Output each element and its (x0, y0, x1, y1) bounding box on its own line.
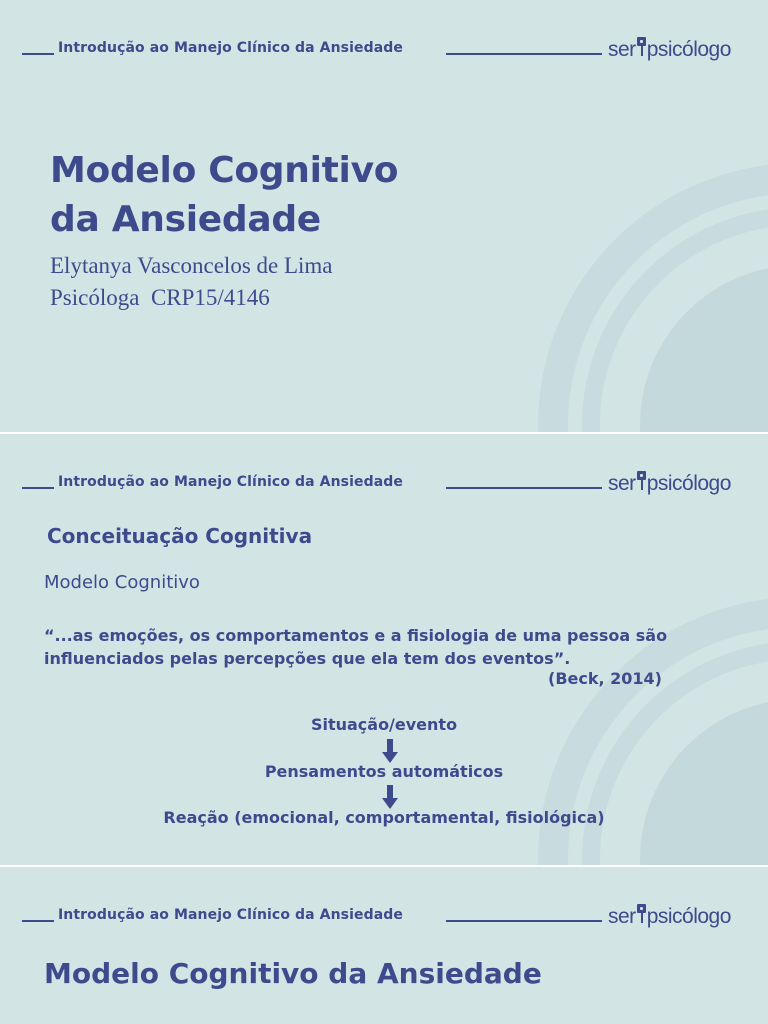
ser-psicologo-logo (608, 903, 731, 931)
arrow-down-icon (382, 739, 398, 763)
logo-text-psicologo: psicólogo (646, 472, 731, 495)
slide-title: Modelo Cognitivo da Ansiedade (44, 957, 542, 990)
slide-1 (0, 0, 768, 432)
header-rule-left (22, 53, 54, 55)
slide-header (0, 867, 768, 927)
quote-line-2: influenciados pelas percepções que ela tem dos eventos”. (44, 649, 571, 668)
flow-node-thoughts: Pensamentos automáticos (264, 762, 504, 781)
logo-text-psicologo: psicólogo (646, 905, 731, 928)
logo-pin-icon (637, 903, 646, 925)
slide-2 (0, 434, 768, 865)
logo-text-psicologo: psicólogo (646, 38, 731, 61)
author-block (50, 250, 333, 314)
quote-line-1: “...as emoções, os comportamentos e a fisiologia de uma pessoa são (44, 626, 668, 645)
quote-citation: (Beck, 2014) (548, 669, 662, 688)
header-rule-left (22, 920, 54, 922)
header-rule-left (22, 487, 54, 489)
header-title: Introdução ao Manejo Clínico da Ansiedade (58, 907, 403, 923)
logo-pin-icon (637, 470, 646, 492)
flow-node-reaction: Reação (emocional, comportamental, fisiológica) (163, 808, 605, 827)
title-line-2: da Ansiedade (50, 199, 321, 240)
section-subheading: Modelo Cognitivo (44, 572, 200, 593)
logo-pin-icon (637, 36, 646, 58)
author-name: Elytanya Vasconcelos de Lima (50, 253, 333, 278)
logo-text-ser: ser (608, 905, 636, 928)
presentation-title (50, 146, 398, 244)
beck-quote (44, 624, 724, 670)
header-rule-right (446, 53, 602, 55)
logo-text-ser: ser (608, 38, 636, 61)
slide-header (0, 434, 768, 494)
header-title: Introdução ao Manejo Clínico da Ansiedade (58, 474, 403, 490)
section-heading: Conceituação Cognitiva (47, 524, 313, 548)
header-title: Introdução ao Manejo Clínico da Ansiedade (58, 40, 403, 56)
slide-header (0, 0, 768, 60)
header-rule-right (446, 487, 602, 489)
ser-psicologo-logo (608, 36, 731, 64)
flow-node-situation: Situação/evento (310, 715, 458, 734)
logo-text-ser: ser (608, 472, 636, 495)
ser-psicologo-logo (608, 470, 731, 498)
title-line-1: Modelo Cognitivo (50, 150, 399, 191)
arrow-down-icon (382, 785, 398, 809)
author-role: Psicóloga CRP15/4146 (50, 285, 270, 310)
slide-3 (0, 867, 768, 1024)
header-rule-right (446, 920, 602, 922)
